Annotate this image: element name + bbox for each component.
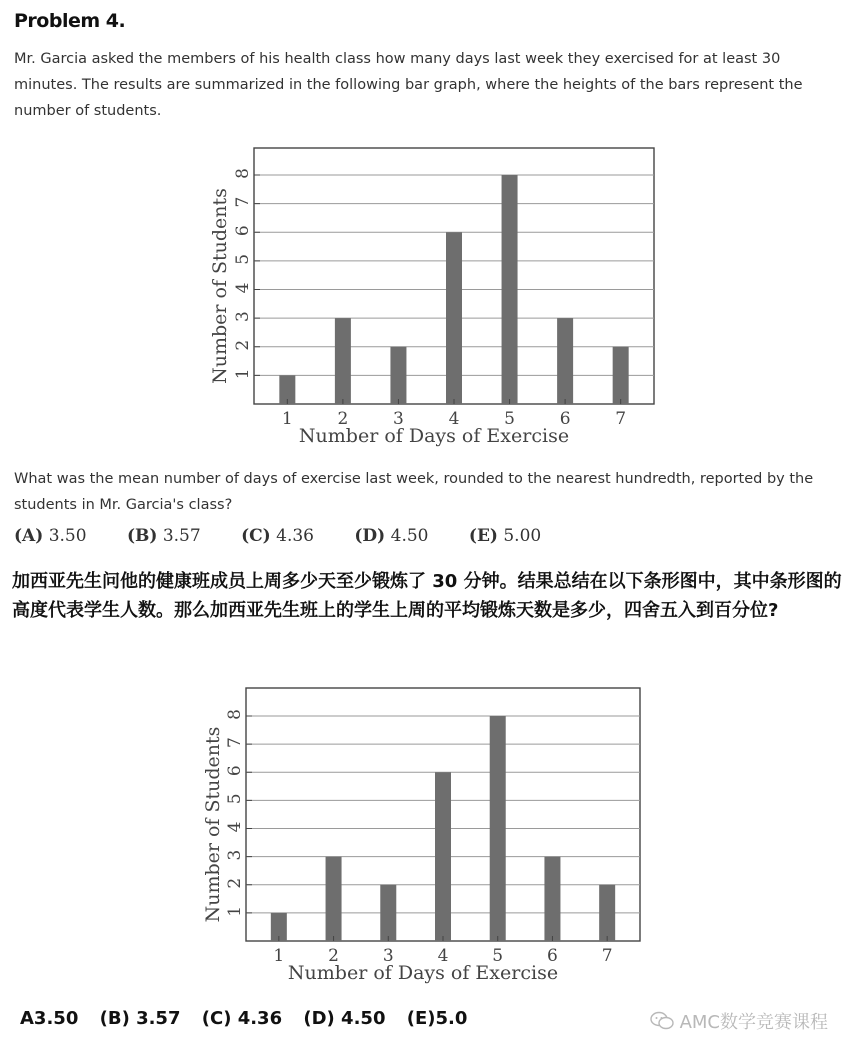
y-tick-label: 8	[225, 709, 245, 720]
wechat-icon	[650, 1011, 674, 1031]
choice-c[interactable]: (C) 4.36	[241, 526, 314, 546]
x-tick-label: 5	[492, 946, 504, 966]
y-tick-label: 2	[233, 339, 253, 351]
watermark	[650, 1008, 828, 1034]
bar-3	[390, 347, 406, 404]
x-tick-label: 1	[281, 409, 293, 429]
x-tick-label: 4	[437, 946, 449, 966]
y-tick-label: 7	[233, 196, 253, 208]
bar-6	[557, 318, 573, 404]
y-tick-label: 5	[233, 253, 253, 265]
x-tick-label: 2	[337, 409, 349, 429]
y-tick-label: 7	[225, 737, 245, 748]
x-tick-label: 7	[601, 946, 613, 966]
bar-5	[490, 716, 506, 941]
y-tick-label: 8	[233, 168, 253, 179]
y-axis-label: Number of Students	[209, 188, 231, 384]
answer-choices	[14, 526, 576, 546]
cn-choice-a[interactable]: A3.50	[20, 1008, 79, 1029]
bar-4	[446, 232, 462, 404]
x-axis-label: Number of Days of Exercise	[287, 962, 559, 984]
watermark-text: AMC数学竞赛课程	[679, 1012, 828, 1033]
chinese-answer-choices	[20, 1008, 482, 1029]
x-tick-label: 3	[393, 409, 404, 429]
y-axis-label: Number of Students	[202, 726, 224, 923]
cn-choice-b[interactable]: (B) 3.57	[99, 1008, 181, 1029]
x-tick-label: 6	[559, 409, 571, 429]
problem-title: Problem 4.	[14, 10, 126, 32]
y-tick-label: 4	[225, 821, 245, 833]
x-tick-label: 3	[382, 946, 394, 966]
cn-choice-e[interactable]: (E)5.0	[406, 1008, 468, 1029]
bar-5	[502, 175, 518, 404]
x-tick-label: 6	[547, 946, 558, 966]
y-tick-label: 5	[225, 793, 245, 805]
bar-2	[326, 857, 342, 941]
choice-e[interactable]: (E) 5.00	[468, 526, 542, 546]
y-tick-label: 3	[225, 849, 245, 861]
problem-intro: Mr. Garcia asked the members of his health class how many days last week they exercised for at least 30 minutes. The results are summarized in the following bar graph, where the heights of the bars represent the number of students.	[14, 51, 803, 119]
bar-chart-chinese	[195, 678, 655, 996]
cn-choice-c[interactable]: (C) 4.36	[201, 1008, 283, 1029]
y-tick-label: 2	[225, 877, 245, 889]
y-tick-label: 3	[233, 311, 253, 322]
y-tick-label: 1	[233, 368, 253, 380]
bar-2	[335, 318, 351, 404]
bar-chart-english	[200, 140, 670, 460]
bar-4	[435, 772, 451, 941]
bar-6	[544, 857, 560, 941]
x-tick-label: 2	[328, 946, 339, 966]
x-tick-label: 7	[615, 409, 627, 429]
x-tick-label: 5	[504, 409, 515, 429]
choice-a[interactable]: (A) 3.50	[14, 526, 87, 546]
x-axis-label: Number of Days of Exercise	[298, 425, 570, 447]
y-tick-label: 1	[225, 905, 245, 917]
choice-d[interactable]: (D) 4.50	[354, 526, 429, 546]
x-tick-label: 4	[448, 409, 460, 429]
bar-3	[380, 885, 396, 941]
bar-7	[599, 885, 615, 941]
x-tick-label: 1	[273, 946, 285, 966]
cn-choice-d[interactable]: (D) 4.50	[303, 1008, 386, 1029]
chinese-question: 加西亚先生问他的健康班成员上周多少天至少锻炼了 30 分钟。结果总结在以下条形图中，其中条形图的高度代表学生人数。那么加西亚先生班上的学生上周的平均锻炼天数是多少，四舍五入到百分位?	[12, 571, 842, 621]
y-tick-label: 6	[233, 225, 253, 237]
bar-7	[613, 347, 629, 404]
y-tick-label: 4	[233, 282, 253, 294]
choice-b[interactable]: (B) 3.57	[126, 526, 201, 546]
problem-question: What was the mean number of days of exercise last week, rounded to the nearest hundredth, reported by the students in Mr. Garcia's class?	[14, 471, 814, 513]
y-tick-label: 6	[225, 765, 245, 777]
